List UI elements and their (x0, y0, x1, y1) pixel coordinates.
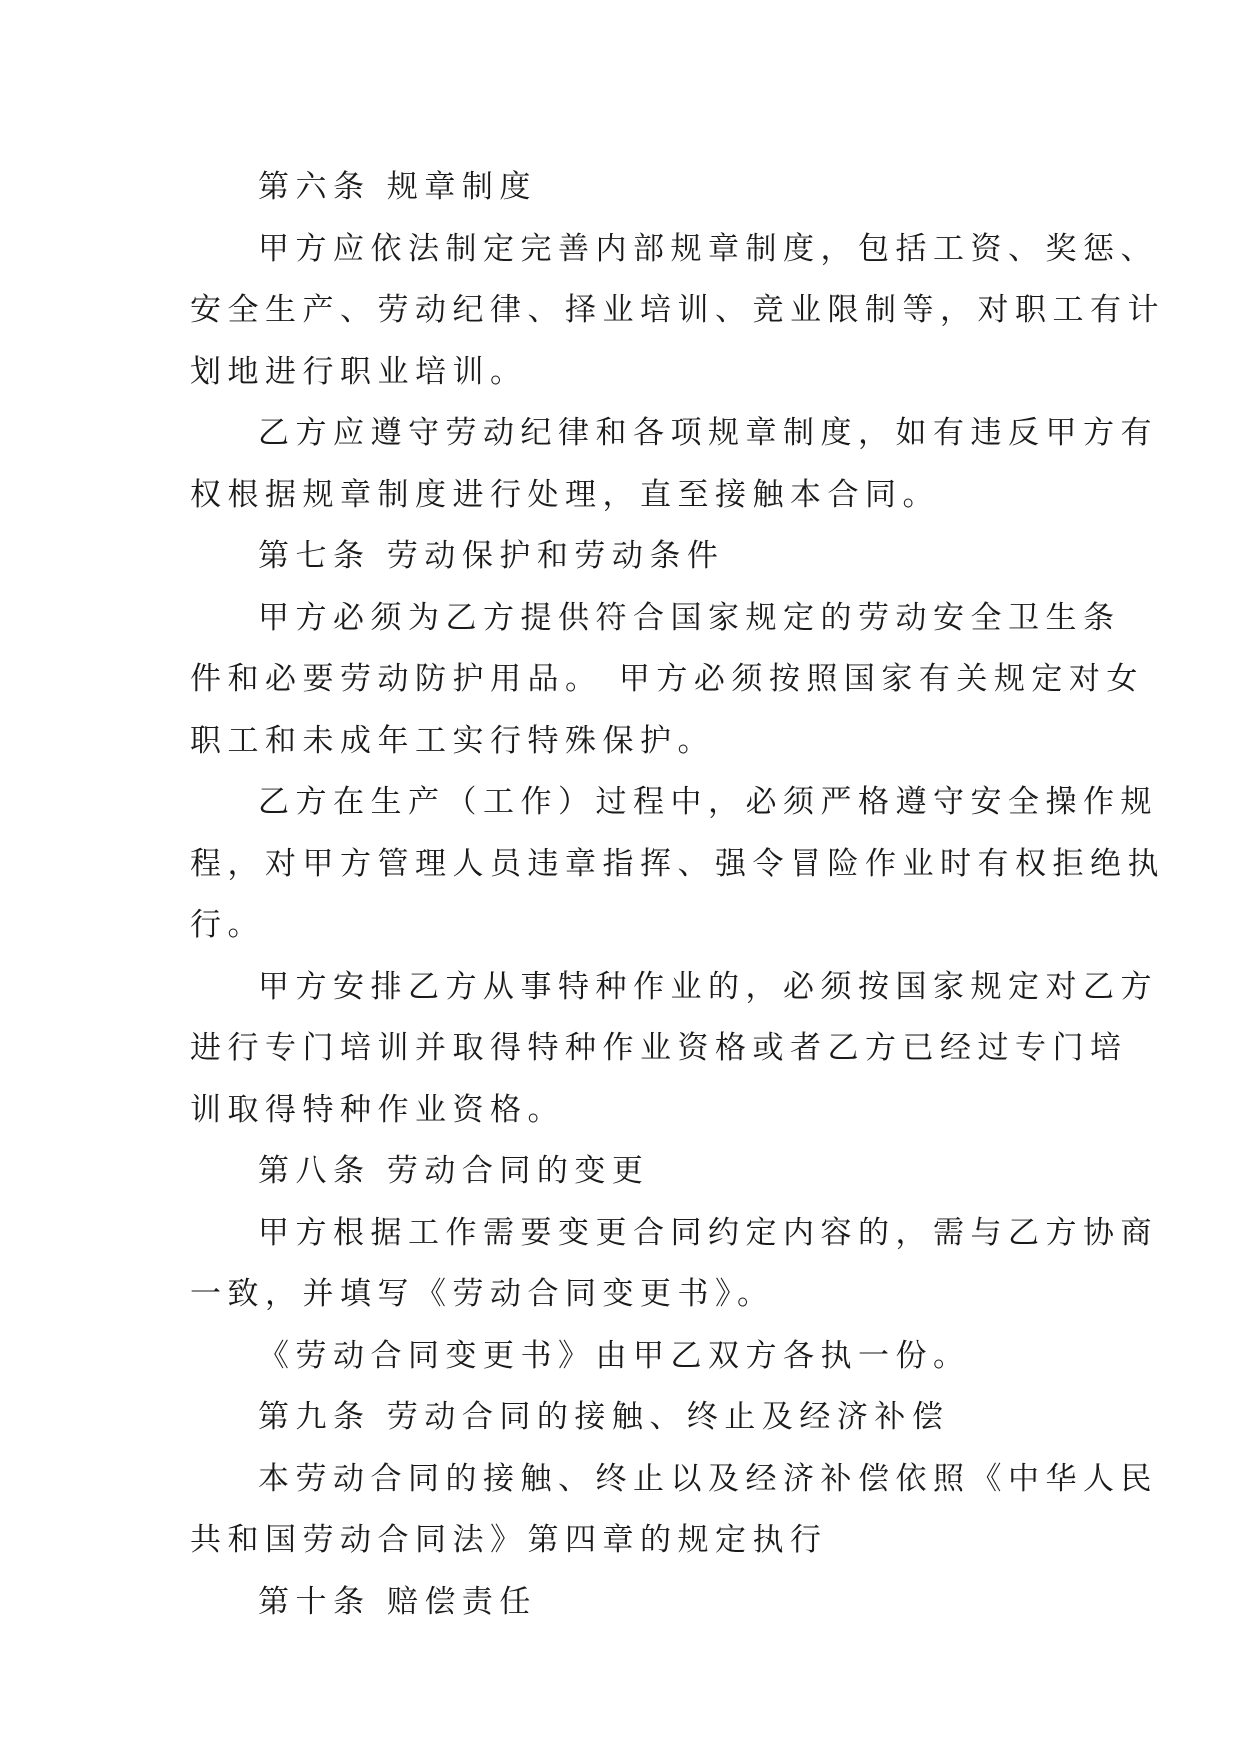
paragraph-line: 《劳动合同变更书》由甲乙双方各执一份。 (258, 1337, 971, 1374)
document-body (190, 157, 1165, 1633)
paragraph-line: 本劳动合同的接触、终止以及经济补偿依照《中华人民 (258, 1460, 1158, 1497)
paragraph-line: 进行专门培训并取得特种作业资格或者乙方已经过专门培 (190, 1030, 1128, 1066)
paragraph-line: 权根据规章制度进行处理，直至接触本合同。 (190, 476, 940, 513)
article-10-heading: 第十条 赔偿责任 (258, 1583, 537, 1620)
paragraph-line: 件和必要劳动防护用品。 甲方必须按照国家有关规定对女 (190, 661, 1144, 697)
paragraph-line: 行。 (190, 907, 265, 943)
paragraph-line: 乙方在生产（工作）过程中，必须严格遵守安全操作规 (258, 784, 1158, 820)
article-6-heading: 第六条 规章制度 (258, 169, 537, 205)
paragraph-line: 安全生产、劳动纪律、择业培训、竞业限制等，对职工有计 (190, 292, 1165, 328)
article-8-heading: 第八条 劳动合同的变更 (258, 1153, 650, 1189)
article-7-heading: 第七条 劳动保护和劳动条件 (258, 538, 725, 574)
paragraph-line: 职工和未成年工实行特殊保护。 (190, 722, 715, 759)
paragraph-line: 甲方根据工作需要变更合同约定内容的，需与乙方协商 (258, 1214, 1158, 1251)
paragraph-line: 乙方应遵守劳动纪律和各项规章制度，如有违反甲方有 (258, 415, 1158, 451)
article-9-heading: 第九条 劳动合同的接触、终止及经济补偿 (258, 1399, 950, 1435)
paragraph-line: 甲方应依法制定完善内部规章制度，包括工资、奖惩、 (258, 230, 1158, 267)
paragraph-line: 甲方必须为乙方提供符合国家规定的劳动安全卫生条 (258, 599, 1121, 636)
paragraph-line: 共和国劳动合同法》第四章的规定执行 (190, 1522, 828, 1558)
paragraph-line: 训取得特种作业资格。 (190, 1091, 565, 1128)
paragraph-line: 甲方安排乙方从事特种作业的，必须按国家规定对乙方 (258, 968, 1158, 1005)
paragraph-line: 程，对甲方管理人员违章指挥、强令冒险作业时有权拒绝执 (190, 845, 1165, 882)
paragraph-line: 划地进行职业培训。 (190, 353, 528, 390)
paragraph-line: 一致，并填写《劳动合同变更书》。 (190, 1276, 775, 1312)
